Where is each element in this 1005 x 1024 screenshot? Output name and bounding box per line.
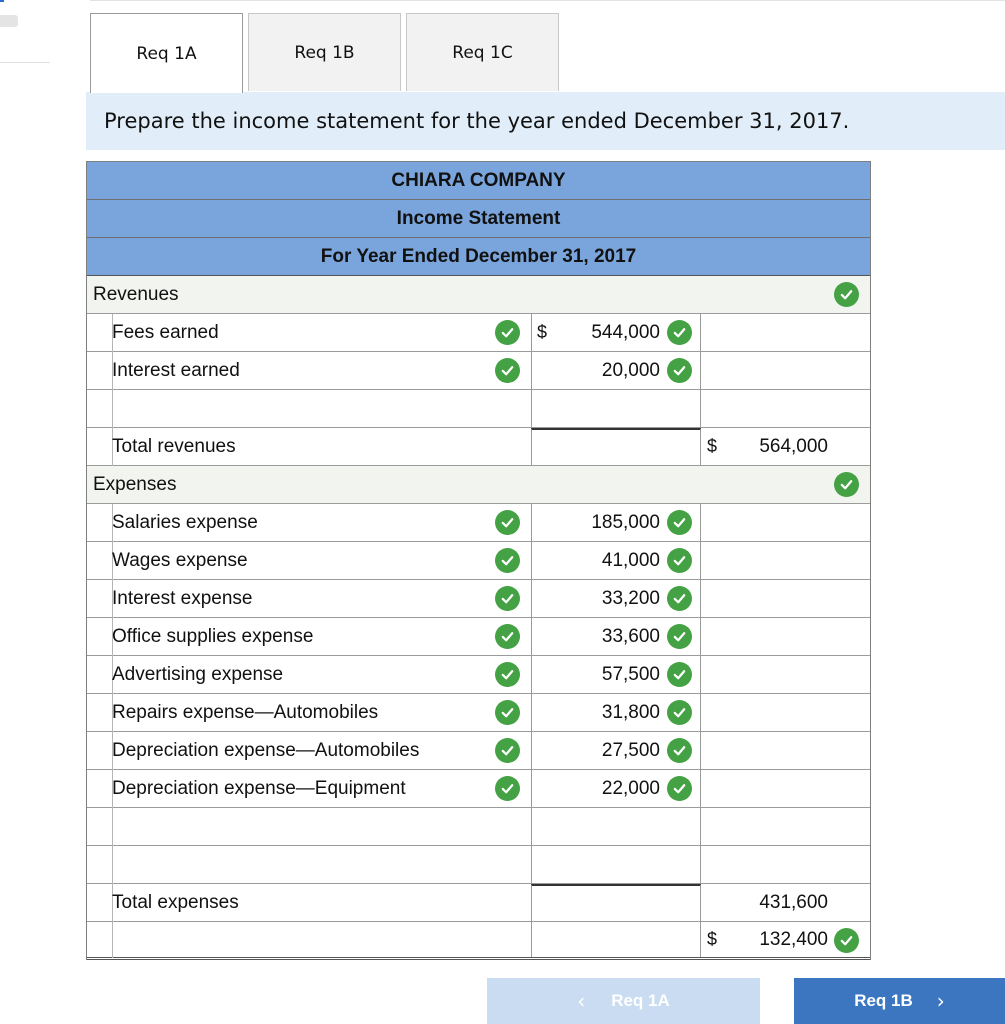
revenues-label: Revenues [93, 283, 179, 305]
prev-req-button[interactable] [487, 978, 760, 1024]
amount-value: 41,000 [601, 549, 660, 571]
tab-req-1c[interactable]: Req 1C [406, 13, 559, 91]
check-icon [834, 928, 859, 953]
check-icon [495, 358, 520, 383]
check-icon [495, 320, 520, 345]
net-income-value: 132,400 [759, 928, 828, 950]
check-icon [495, 738, 520, 763]
divider [90, 0, 1005, 1]
chevron-left-icon: ‹ [577, 989, 586, 1013]
expense-row [87, 504, 870, 542]
amount-value: 20,000 [601, 359, 660, 381]
total-revenues-value: 564,000 [759, 435, 828, 457]
account-select-empty[interactable] [112, 808, 531, 845]
total-input[interactable] [701, 352, 870, 389]
total-input[interactable] [701, 314, 870, 351]
corner-accent [0, 0, 4, 2]
total-input[interactable] [701, 542, 870, 579]
amount-value: 31,800 [601, 701, 660, 723]
expense-row [87, 580, 870, 618]
amount-input[interactable] [531, 618, 701, 655]
total-revenues-row [87, 428, 870, 466]
check-icon [667, 510, 692, 535]
total-input[interactable] [701, 618, 870, 655]
blank-row [87, 808, 870, 846]
check-icon [495, 548, 520, 573]
amount-input[interactable] [531, 314, 701, 351]
revenue-row-interest-earned [87, 352, 870, 390]
total-revenues-label: Total revenues [112, 435, 236, 457]
amount-input[interactable] [531, 504, 701, 541]
amount-value: 33,200 [601, 587, 660, 609]
check-icon [495, 586, 520, 611]
amount-input[interactable] [531, 542, 701, 579]
check-icon [495, 662, 520, 687]
total-expenses-input[interactable] [701, 884, 870, 921]
expense-row [87, 694, 870, 732]
amount-input[interactable] [531, 732, 701, 769]
amount-value: 27,500 [601, 739, 660, 761]
check-icon [495, 624, 520, 649]
amount-input-empty[interactable] [531, 428, 701, 465]
expense-rows [87, 504, 870, 808]
total-input[interactable] [701, 504, 870, 541]
expense-row [87, 770, 870, 808]
instruction-text: Prepare the income statement for the year ended December 31, 2017. [104, 109, 850, 133]
amount-value: 544,000 [591, 321, 660, 343]
company-name: CHIARA COMPANY [87, 162, 870, 200]
income-statement-table [86, 161, 871, 960]
currency-symbol: $ [707, 929, 718, 949]
account-label[interactable]: Salaries expense [112, 511, 258, 533]
amount-input-empty[interactable] [531, 922, 701, 957]
amount-value: 33,600 [601, 625, 660, 647]
prev-req-label: Req 1A [611, 991, 670, 1010]
statement-title: Income Statement [87, 200, 870, 238]
total-revenues-input[interactable] [701, 428, 870, 465]
check-icon [495, 700, 520, 725]
check-icon [495, 776, 520, 801]
amount-input[interactable] [531, 352, 701, 389]
net-income-label-select[interactable] [112, 922, 531, 957]
amount-input-empty[interactable] [531, 884, 701, 921]
tab-req-1b[interactable]: Req 1B [248, 13, 401, 91]
account-label[interactable]: Office supplies expense [112, 625, 314, 647]
blank-row [87, 846, 870, 884]
revenue-row-fees-earned [87, 314, 870, 352]
expense-row [87, 732, 870, 770]
account-select-empty[interactable] [112, 390, 531, 427]
check-icon [667, 738, 692, 763]
revenues-section-row [87, 276, 870, 314]
expenses-label: Expenses [93, 473, 177, 495]
check-icon [667, 700, 692, 725]
account-label[interactable]: Repairs expense—Automobiles [112, 701, 379, 723]
net-income-row [87, 922, 870, 960]
account-label[interactable]: Interest expense [112, 587, 253, 609]
expense-row [87, 542, 870, 580]
total-input[interactable] [701, 770, 870, 807]
expenses-section-row [87, 466, 870, 504]
amount-input[interactable] [531, 580, 701, 617]
total-input[interactable] [701, 694, 870, 731]
amount-input-empty[interactable] [531, 390, 701, 427]
total-input[interactable] [701, 846, 870, 883]
chevron-right-icon: › [936, 989, 945, 1013]
amount-value: 22,000 [601, 777, 660, 799]
amount-value: 185,000 [591, 511, 660, 533]
total-expenses-value: 431,600 [759, 891, 828, 913]
tab-req-1a[interactable]: Req 1A [90, 13, 243, 93]
amount-input[interactable] [531, 656, 701, 693]
expense-row [87, 656, 870, 694]
account-label[interactable]: Interest earned [112, 359, 240, 381]
check-icon [667, 624, 692, 649]
check-icon [834, 472, 859, 497]
amount-input-empty[interactable] [531, 846, 701, 883]
amount-input[interactable] [531, 694, 701, 731]
expense-row [87, 618, 870, 656]
check-icon [495, 510, 520, 535]
account-label[interactable]: Wages expense [112, 549, 248, 571]
total-input[interactable] [701, 580, 870, 617]
check-icon [834, 282, 859, 307]
account-label[interactable]: Advertising expense [112, 663, 284, 685]
next-req-button[interactable] [794, 978, 1005, 1024]
account-label[interactable]: Depreciation expense—Automobiles [112, 739, 420, 761]
next-req-label: Req 1B [854, 991, 913, 1010]
blank-row [87, 390, 870, 428]
check-icon [667, 320, 692, 345]
check-icon [667, 548, 692, 573]
check-icon [667, 358, 692, 383]
check-icon [667, 586, 692, 611]
collapsed-panel-handle[interactable] [0, 15, 18, 27]
currency-symbol: $ [537, 322, 548, 342]
instruction-banner [86, 92, 1005, 150]
currency-symbol: $ [707, 436, 718, 456]
total-expenses-row [87, 884, 870, 922]
total-expenses-label: Total expenses [112, 891, 239, 913]
check-icon [667, 776, 692, 801]
total-input[interactable] [701, 808, 870, 845]
account-select-empty[interactable] [112, 846, 531, 883]
total-input[interactable] [701, 390, 870, 427]
divider [0, 62, 50, 63]
statement-period: For Year Ended December 31, 2017 [87, 238, 870, 276]
total-input[interactable] [701, 656, 870, 693]
net-income-input[interactable] [701, 922, 870, 957]
check-icon [667, 662, 692, 687]
total-input[interactable] [701, 732, 870, 769]
account-label[interactable]: Depreciation expense—Equipment [112, 777, 406, 799]
account-label[interactable]: Fees earned [112, 321, 219, 343]
amount-value: 57,500 [601, 663, 660, 685]
amount-input-empty[interactable] [531, 808, 701, 845]
amount-input[interactable] [531, 770, 701, 807]
